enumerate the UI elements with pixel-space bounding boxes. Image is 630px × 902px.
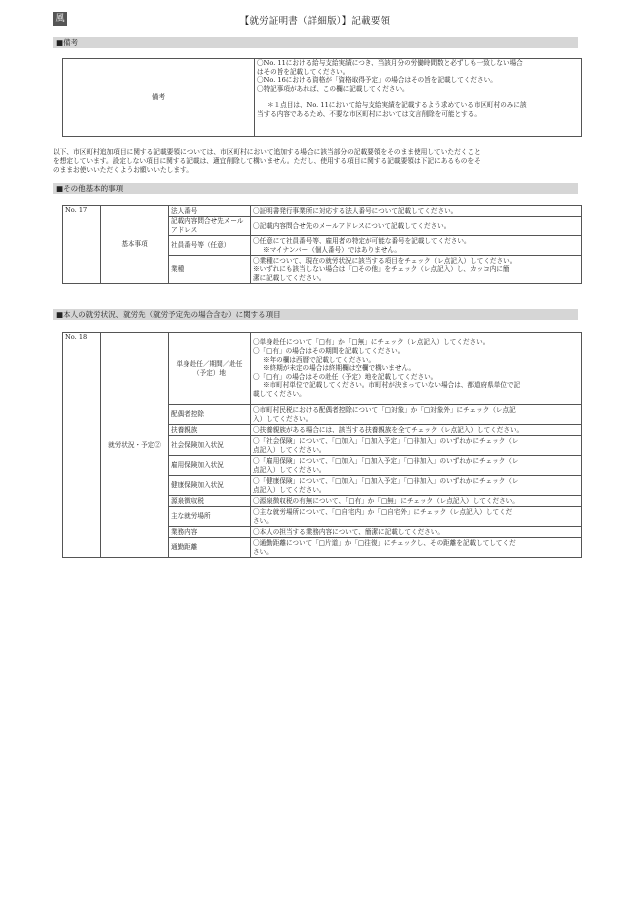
sonota-group: 基本事項 [101, 206, 169, 284]
shuro-row-label: 源泉徴収税 [169, 496, 251, 507]
sonota-row-label: 記載内容問合せ先メールアドレス [169, 217, 251, 236]
desc-line: 〇主な就労場所について、「□自宅内」か「□自宅外」にチェック（レ点記入）してくだ [253, 507, 513, 516]
biko-label: 備考 [63, 59, 255, 137]
desc-line: 入）してください。 [253, 414, 313, 423]
desc-line: 〇「雇用保険」について、「□加入」「□加入予定」「□非加入」のいずれかにチェック（レ [253, 456, 519, 465]
shuro-table [62, 332, 582, 558]
desc-line: 〇「□有」の場合はその赴任（予定）地を記載してください。 [253, 372, 438, 381]
shuro-row-desc [251, 507, 582, 527]
desc-line: 〇任意にて社員番号等、雇用者の特定が可能な番号を記載してください。 [253, 236, 471, 245]
sonota-no: No. 17 [63, 206, 101, 284]
biko-line: 〇特記事項があれば、この欄に記載してください。 [257, 84, 409, 93]
desc-line: 〇「社会保険」について、「□加入」「□加入予定」「□非加入」のいずれかにチェック（レ [253, 436, 519, 445]
shuro-row-label: 健康保険加入状況 [169, 476, 251, 496]
page-title: 【就労証明書（詳細版）】記載要領 [239, 16, 391, 27]
desc-line: ※終期が未定の場合は終期欄は空欄で構いません。 [263, 364, 416, 373]
section-header-sonota [53, 183, 578, 194]
shuro-row-label: 雇用保険加入状況 [169, 456, 251, 476]
shuro-row-label: 扶養親族 [169, 425, 251, 436]
desc-line: 点記入）してください。 [253, 465, 326, 474]
shuro-row-label: 単身赴任／期間／赴任（予定）地 [169, 333, 251, 405]
sonota-row-desc: 〇証明書発行事業所に対応する法人番号について記載してください。 [251, 206, 582, 217]
note-paragraph [53, 148, 581, 176]
biko-line: 〇No. 16における資格が「資格取得予定」の場合はその旨を記載してください。 [257, 76, 497, 85]
desc-line: 〇「□有」の場合はその期間を記載してください。 [253, 347, 405, 356]
note-line: 以下、市区町村追加項目に関する記載要領については、市区町村において追加する場合に該当部分の記載要領をそのまま使用していただくこと [53, 148, 481, 156]
shuro-row-desc [251, 456, 582, 476]
section-title-sonota: ■その他基本的事項 [56, 184, 124, 193]
desc-line: 〇市町村民税における配偶者控除について「□対象」か「□対象外」にチェック（レ点記 [253, 405, 516, 414]
shuro-no: No. 18 [63, 333, 101, 558]
section-title-shuro: ■本人の就労状況、就労先（就労予定先の場合含む）に関する項目 [56, 310, 281, 319]
desc-line: 点記入）してください。 [253, 445, 326, 454]
desc-line: 〇通勤距離について「□片道」か「□往復」にチェックし、その距離を記載してしてくだ [253, 538, 516, 547]
shuro-row-desc [251, 405, 582, 425]
sonota-row-desc: 〇記載内容問合せ先のメールアドレスについて記載してください。 [251, 217, 582, 236]
desc-line: 〇「健康保険」について、「□加入」「□加入予定」「□非加入」のいずれかにチェック（レ [253, 476, 519, 485]
shuro-group: 就労状況・予定② [101, 333, 169, 558]
section-title-biko: ■備考 [56, 38, 79, 47]
biko-line: ＊１点目は、No. 11において給与支給実績を記載するよう求めている市区町村のみに該 [267, 101, 527, 110]
desc-line: ※年の欄は西暦で記載してください。 [263, 355, 376, 364]
biko-line: 〇No. 11における給与支給実績につき、当該月分の労働時間数と必ずしも一致しない場合 [257, 59, 523, 67]
shuro-row-desc: 〇本人の担当する業務内容について、簡潔に記載してください。 [251, 527, 582, 538]
section-header-biko [53, 37, 578, 48]
shuro-row-label: 配偶者控除 [169, 405, 251, 425]
shuro-row-desc: 〇源泉徴収税の有無について、「□有」か「□無」にチェック（レ点記入）してください。 [251, 496, 582, 507]
sonota-row-desc [251, 256, 582, 284]
biko-line: 当する内容であるため、不要な市区町村においては文言削除を可能とする。 [257, 109, 481, 118]
shuro-row-desc: 〇扶養親族がある場合には、該当する扶養親族を全てチェック（レ点記入）してください。 [251, 425, 582, 436]
section-header-shuro [53, 309, 578, 320]
biko-line: はその旨を記載してください。 [257, 67, 350, 76]
desc-line: さい。 [253, 547, 273, 556]
sonota-row-label: 法人番号 [169, 206, 251, 217]
desc-line: 載してください。 [253, 389, 306, 398]
note-line: のままお使いいただくようお願いいたします。 [53, 166, 193, 175]
shuro-row-label: 通勤距離 [169, 538, 251, 558]
desc-line: 〇業種について、現在の就労状況に該当する項目をチェック（レ点記入）してください。 [253, 256, 517, 265]
desc-line: 潔に記載してください。 [253, 273, 326, 282]
desc-line: ※いずれにも該当しない場合は「□その他」をチェック（レ点記入）し、カッコ内に簡 [253, 265, 510, 274]
page-badge: 風 [53, 12, 67, 26]
shuro-row-desc [251, 333, 582, 405]
sonota-row-label: 業種 [169, 256, 251, 284]
biko-table [62, 58, 582, 137]
desc-line: 点記入）してください。 [253, 485, 326, 494]
shuro-row-desc [251, 436, 582, 456]
sonota-row-desc [251, 236, 582, 256]
desc-line: ※市町村単位で記載してください。市町村が決まっていない場合は、都道府県単位で記 [263, 381, 521, 390]
sonota-row-label: 社員番号等（任意） [169, 236, 251, 256]
desc-line: さい。 [253, 516, 273, 525]
shuro-row-label: 業務内容 [169, 527, 251, 538]
shuro-row-desc [251, 538, 582, 558]
biko-desc [255, 59, 582, 137]
shuro-row-label: 社会保険加入状況 [169, 436, 251, 456]
note-line: を想定しています。設定しない項目に関する記載は、適宜削除して構いません。ただし、使用する項目に関する記載要領は下記にあるものをそ [53, 157, 481, 166]
desc-line: 〇単身赴任について「□有」か「□無」にチェック（レ点記入）してください。 [253, 338, 490, 347]
shuro-row-desc [251, 476, 582, 496]
desc-line: ※マイナンバー（個人番号）ではありません。 [263, 245, 401, 254]
sonota-table [62, 205, 582, 284]
shuro-row-label: 主な就労場所 [169, 507, 251, 527]
